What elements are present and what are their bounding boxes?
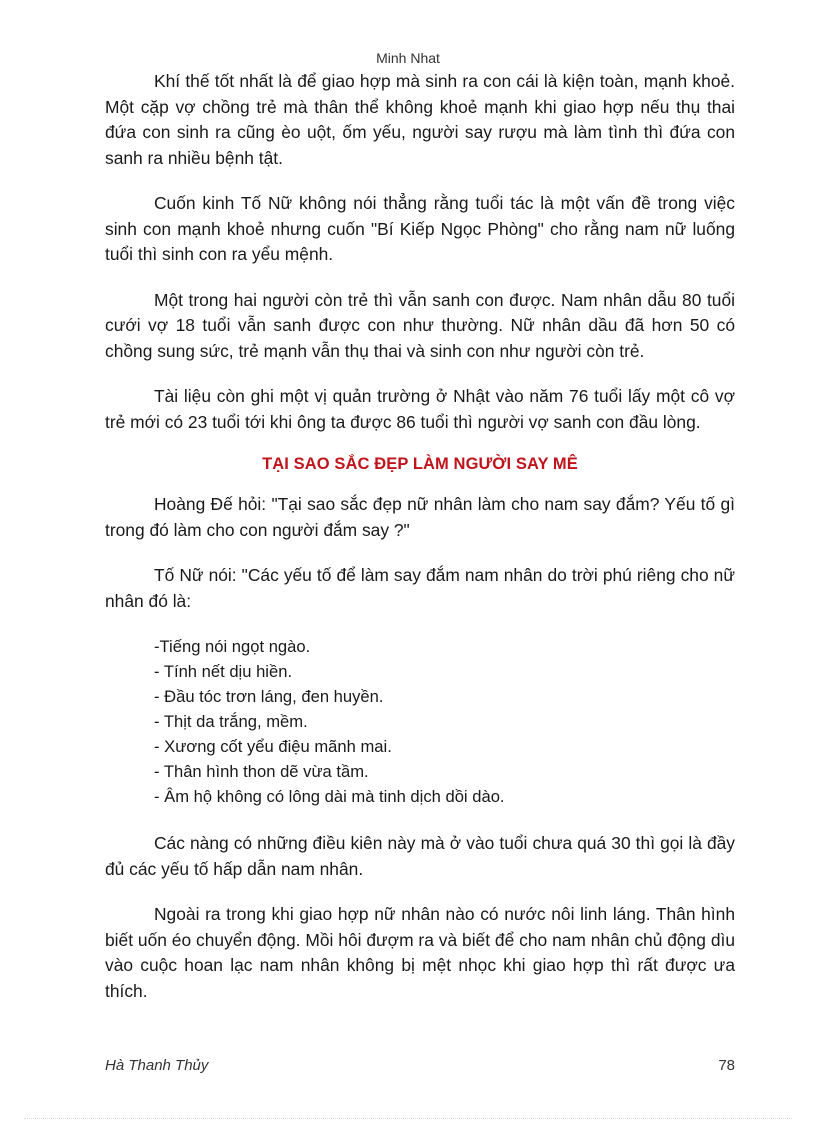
paragraph: Một trong hai người còn trẻ thì vẫn sanh con được. Nam nhân dẫu 80 tuổi cưới vợ 18 tuổi vẫn sanh được con như thường. Nữ nhân dầu đã hơn 50 có chồng sung sức, trẻ mạnh vẫn thụ thai và sinh con như người còn trẻ. xyxy=(105,289,735,361)
list-item: - Âm hộ không có lông dài mà tinh dịch dồi dào. xyxy=(154,787,505,806)
list-item: -Tiếng nói ngọt ngào. xyxy=(154,637,311,656)
paragraph: Tố Nữ nói: "Các yếu tố để làm say đắm nam nhân do trời phú riêng cho nữ nhân đó là: xyxy=(105,565,735,611)
paragraph: Cuốn kinh Tố Nữ không nói thẳng rằng tuổi tác là một vấn đề trong việc sinh con mạnh khoẻ nhưng cuốn "Bí Kiếp Ngọc Phòng" cho rằng nam nữ luống tuổi thì sinh con ra yểu mệnh. xyxy=(105,193,735,264)
page-bottom-divider xyxy=(24,1118,792,1119)
section-heading: TẠI SAO SẮC ĐẸP LÀM NGƯỜI SAY MÊ xyxy=(262,455,578,473)
paragraph: Hoàng Đế hỏi: "Tại sao sắc đẹp nữ nhân làm cho nam say đắm? Yếu tố gì trong đó làm cho con người đắm say ?" xyxy=(105,494,735,540)
page-number: 78 xyxy=(718,1057,735,1074)
list-item: - Thịt da trắng, mềm. xyxy=(154,712,308,731)
paragraph: Các nàng có những điều kiên này mà ở vào tuổi chưa quá 30 thì gọi là đầy đủ các yếu tố hấp dẫn nam nhân. xyxy=(105,833,735,879)
running-header: Minh Nhat xyxy=(376,50,440,66)
paragraph: Ngoài ra trong khi giao hợp nữ nhân nào có nước nôi linh láng. Thân hình biết uốn éo chuyển động. Mồi hôi đượm ra và biết để cho nam nhân chủ động dìu vào cuộc hoan lạc nam nhân không bị mệt nhọc khi giao hợp thì rất được ưa thích. xyxy=(105,904,735,1001)
attribute-list xyxy=(105,634,735,809)
list-item: - Thân hình thon dẽ vừa tầm. xyxy=(154,762,369,781)
footer-author: Hà Thanh Thủy xyxy=(105,1057,209,1074)
list-item: - Xương cốt yểu điệu mãnh mai. xyxy=(154,737,392,756)
paragraph: Tài liệu còn ghi một vị quản trường ở Nhật vào năm 76 tuổi lấy một cô vợ trẻ mới có 23 tuổi tới khi ông ta được 86 tuổi thì người vợ sanh con đầu lòng. xyxy=(105,386,735,432)
page-body xyxy=(105,69,735,1024)
list-item: - Đầu tóc trơn láng, đen huyền. xyxy=(154,687,384,706)
list-item: - Tính nết dịu hiền. xyxy=(154,662,293,681)
paragraph: Khí thế tốt nhất là để giao hợp mà sinh ra con cái là kiện toàn, mạnh khoẻ. Một cặp vợ chồng trẻ mà thân thể không khoẻ mạnh khi giao hợp nếu thụ thai đứa con sinh ra cũng èo uột, ốm yếu, người say rượu mà làm tình thì đứa con sanh ra nhiều bệnh tật. xyxy=(105,71,735,168)
